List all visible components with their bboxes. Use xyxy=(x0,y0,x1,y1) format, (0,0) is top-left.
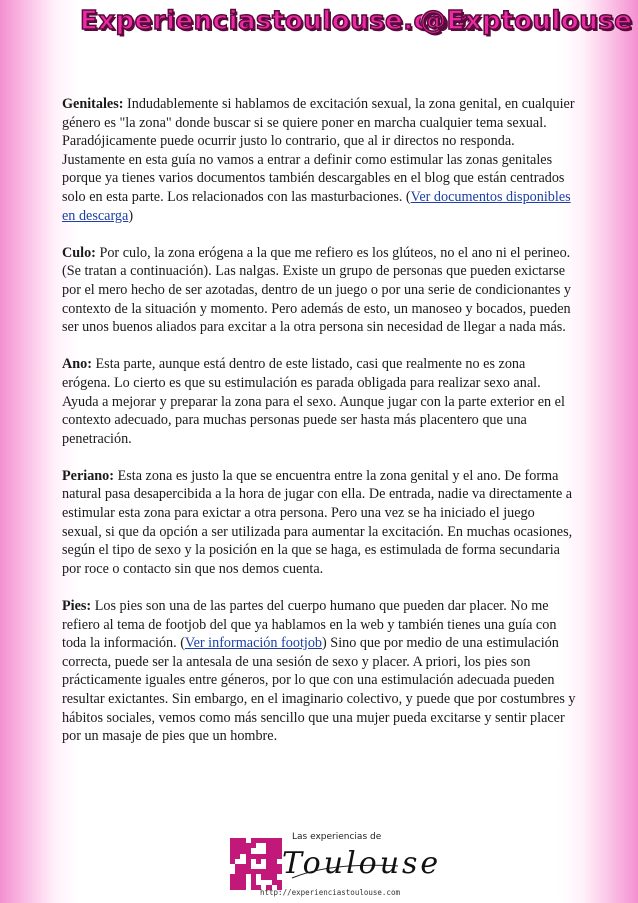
logo-tagline: Las experiencias de xyxy=(292,832,382,842)
logo-url[interactable]: http://experienciastoulouse.com xyxy=(260,888,400,897)
site-name[interactable]: Experienciastoulouse.com xyxy=(80,6,476,36)
section-label: Culo: xyxy=(62,244,96,261)
footer-logo xyxy=(230,830,442,900)
section-periano xyxy=(62,467,577,579)
section-text-after: ) Sino que por medio de una estimulación correcta, puede ser la antesala de una sesión de sexo y placer. A priori, los pies son prácticamente iguales entre géneros, por lo que con una estimulación adecuada pueden resultar exictantes. Sin embargo, en el imaginario colectivo, y puede que por costumbres y hábitos sociales, vemos como más sencillo que una mujer pueda excitarse y sentir placer por un masaje de pies que un hombre. xyxy=(62,635,576,745)
section-label: Pies: xyxy=(62,598,92,615)
section-label: Genitales: xyxy=(62,96,124,112)
section-text: Esta zona es justo la que se encuentra entre la zona genital y el ano. De forma natural pasa desapercibida a la hora de jugar con ella. De entrada, nadie va directamente a estimular esta zona para exictar a otra persona. Pero una vez se ha iniciado el juego sexual, si que da opción a ser utilizada para aumentar la excitación. En muchas ocasiones, según el tipo de sexo y la posición en la que se haga, es estimulada de forma secundaria por roce o contacto sin que nos demos cuenta. xyxy=(62,467,573,577)
downloads-link[interactable]: Ver documentos disponibles en descarga xyxy=(62,188,571,224)
social-handle[interactable]: @Exptoulouse xyxy=(420,6,633,36)
footjob-link[interactable]: Ver información footjob xyxy=(184,635,323,652)
section-pies xyxy=(62,597,577,746)
section-label: Ano: xyxy=(62,356,92,373)
section-text-after: ) xyxy=(128,207,134,224)
logo-wordmark: Toulouse xyxy=(282,846,442,881)
page-header xyxy=(0,6,638,46)
section-ano xyxy=(62,355,577,448)
section-text: Por culo, la zona erógena a la que me refiero es los glúteos, no el ano ni el perineo. (Se tratan a continuación). Las nalgas. Existe un grupo de personas que pueden exictarse por el mero hecho de ser azotadas, dentro de un juego o por una serie de condicionantes y contexto de la situación y momento. Pero además de esto, un manoseo y bocados, pueden ser unos buenos aliados para excitar a la otra persona sin necesidad de llegar a nada más. xyxy=(62,244,571,336)
section-genitales xyxy=(62,95,577,225)
section-text: Indudablemente si hablamos de excitación sexual, la zona genital, en cualquier género es "la zona" donde buscar si se quiere poner en marcha cualquier tema sexual. Paradójicamente puede ocurrir justo lo contrario, que al ir directos no responda. Justamente en esta guía no vamos a entrar a definir como estimular las zonas genitales porque ya tienes varios documentos también descargables en el blog que están centrados solo en esta parte. Los relacionados con las masturbaciones. ( xyxy=(62,96,575,205)
qr-code-icon[interactable] xyxy=(230,838,282,890)
section-text: Esta parte, aunque está dentro de este listado, casi que realmente no es zona erógena. Lo cierto es que su estimulación es parada obligada para realizar sexo anal. Ayuda a mejorar y preparar la zona para el sexo. Aunque jugar con la parte exterior en el contexto adecuado, para muchas personas puede ser hasta más placentero que una penetración. xyxy=(62,356,565,447)
section-culo xyxy=(62,244,577,337)
section-text: Los pies son una de las partes del cuerpo humano que pueden dar placer. No me refiero al tema de footjob del que ya hablamos en la web y también tienes una guía con toda la información. ( xyxy=(62,598,557,652)
document-body xyxy=(62,95,577,764)
section-label: Periano: xyxy=(62,467,115,484)
